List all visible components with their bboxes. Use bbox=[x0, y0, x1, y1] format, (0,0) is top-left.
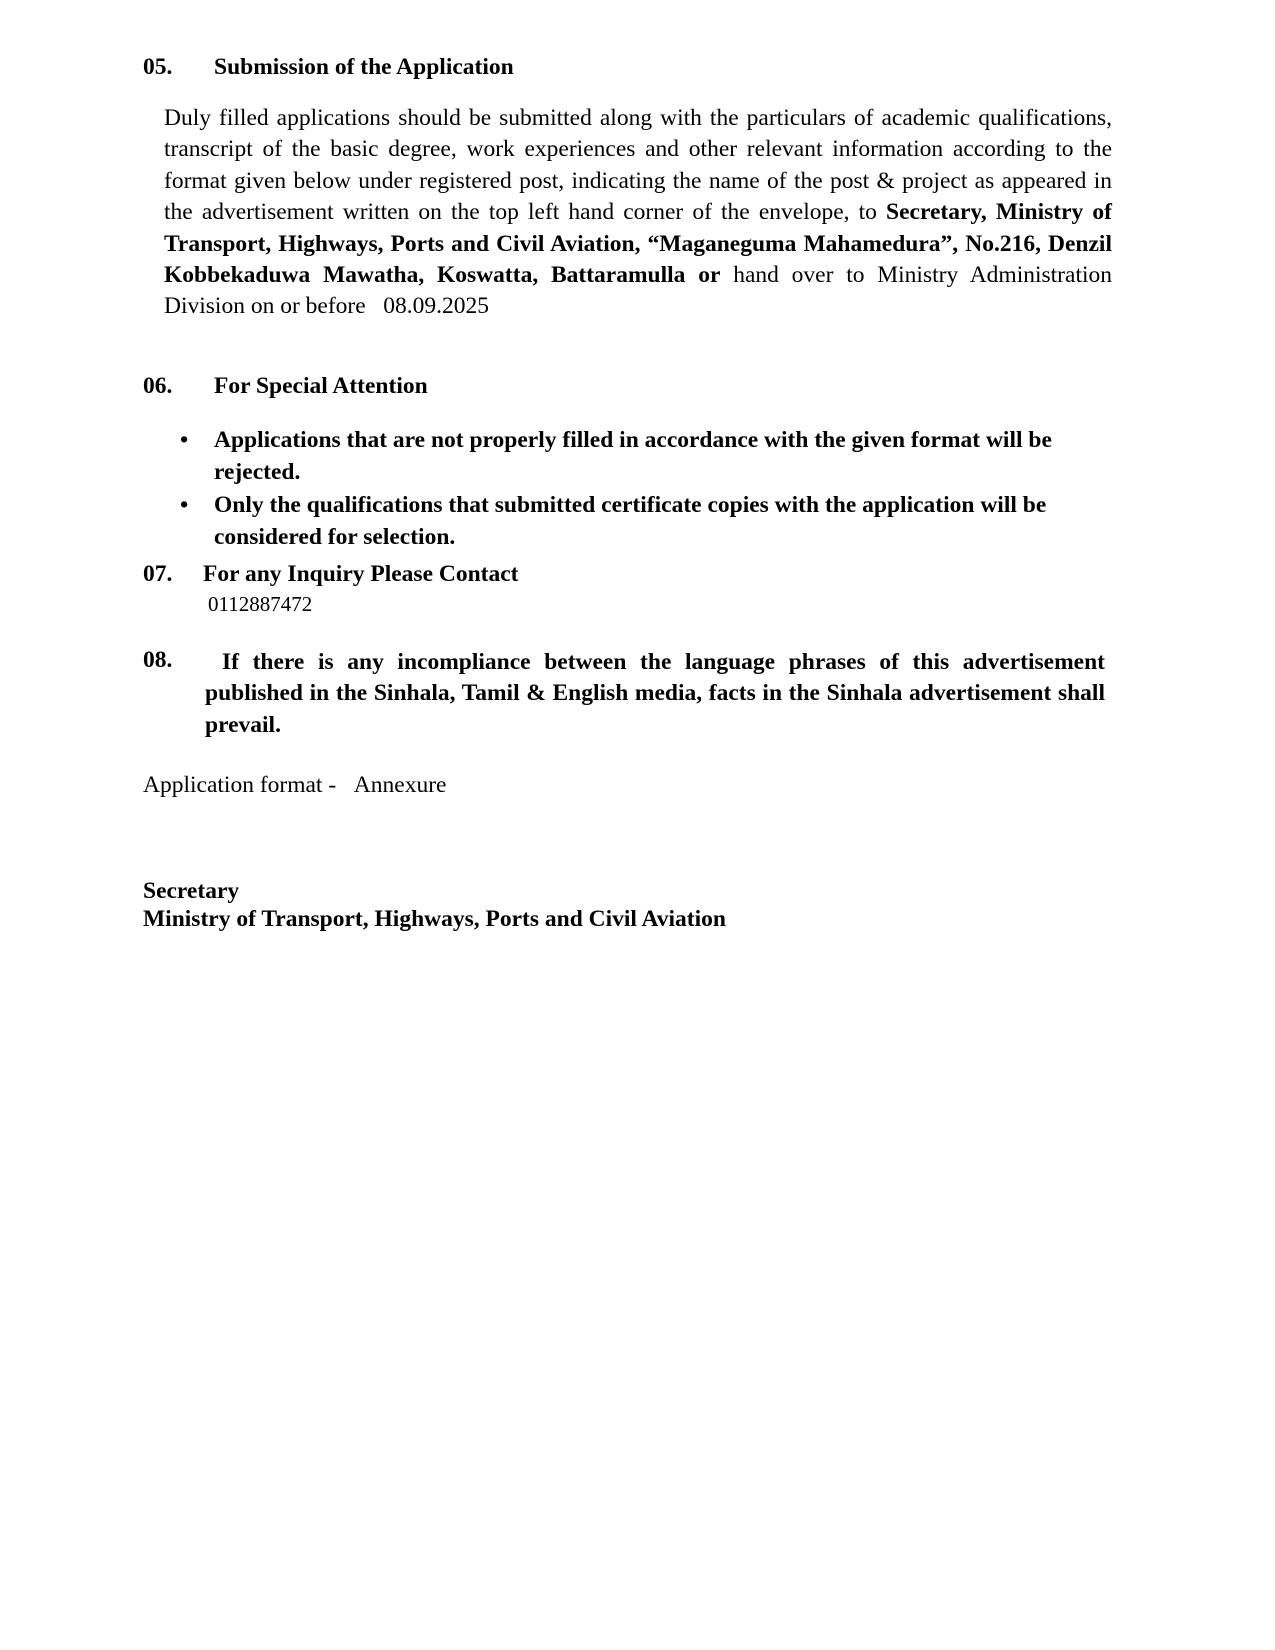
special-attention-list bbox=[176, 424, 1076, 554]
list-item bbox=[176, 489, 1076, 553]
section-07-title: For any Inquiry Please Contact bbox=[203, 561, 519, 587]
section-05-body-tail: hand over to Ministry Administration Division on or before bbox=[164, 262, 1112, 320]
section-08-body: If there is any incompliance between the language phrases of this advertisement published in the Sinhala, Tamil & English media, facts in the Sinhala advertisement shall prevail. bbox=[205, 649, 1105, 738]
contact-phone: 0112887472 bbox=[208, 592, 313, 616]
bullet-icon: • bbox=[180, 492, 189, 518]
section-07-number: 07. bbox=[143, 561, 173, 587]
section-08-number: 08. bbox=[143, 647, 173, 673]
section-05-title: Submission of the Application bbox=[214, 54, 514, 80]
deadline-date: 08.09.2025 bbox=[383, 293, 490, 320]
list-item-text: Only the qualifications that submitted certificate copies with the application will be considered for selection. bbox=[214, 492, 1047, 550]
signature-title: Secretary bbox=[143, 878, 240, 904]
section-05-number: 05. bbox=[143, 54, 173, 80]
bullet-icon: • bbox=[180, 427, 189, 453]
submission-address: Secretary, Ministry of Transport, Highways, Ports and Civil Aviation, “Maganeguma Mahamedura”, No.216, Denzil Kobbekaduwa Mawatha, Koswatta, Battaramulla or bbox=[164, 199, 1112, 289]
application-format-line bbox=[143, 772, 446, 799]
signature-organization: Ministry of Transport, Highways, Ports and Civil Aviation bbox=[143, 906, 726, 932]
section-05-body-text: Duly filled applications should be submitted along with the particulars of academic qualifications, transcript of the basic degree, work experiences and other relevant information according to the format given below under registered post, indicating the name of the post & project as appeared in the advertisement written on the top left hand corner of the envelope, to bbox=[164, 105, 1112, 226]
section-05-body bbox=[164, 103, 1112, 323]
section-06-title: For Special Attention bbox=[214, 373, 428, 399]
section-06-number: 06. bbox=[143, 373, 173, 399]
application-format-label: Application format - bbox=[143, 772, 337, 798]
application-format-value: Annexure bbox=[353, 772, 447, 798]
list-item bbox=[176, 424, 1076, 488]
list-item-text: Applications that are not properly filled in accordance with the given format will be rejected. bbox=[214, 427, 1052, 485]
